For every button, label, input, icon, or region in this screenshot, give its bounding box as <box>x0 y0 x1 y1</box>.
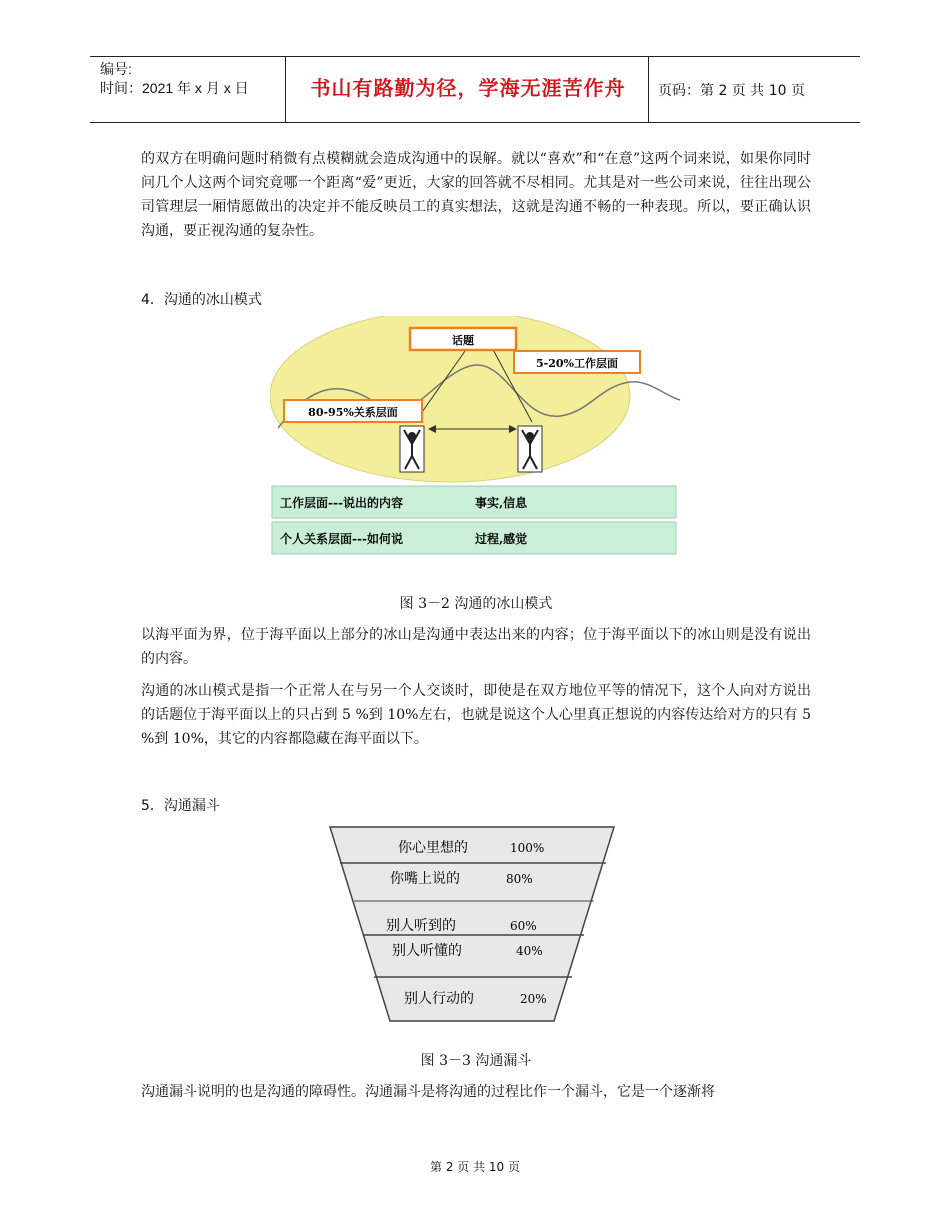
funnel-row-label: 你心里想的 <box>398 840 468 856</box>
section4-title: 4．沟通的冰山模式 <box>141 292 262 308</box>
topic-label: 话题 <box>452 334 474 347</box>
work-level-label: 5-20%工作层面 <box>536 357 618 370</box>
header-time-label: 时间：2021 年 x 月 x 日 <box>100 80 249 96</box>
relation-level-label: 80-95%关系层面 <box>308 406 398 419</box>
funnel-row-value: 80% <box>506 872 533 886</box>
work-level-bar-left: 工作层面---说出的内容 <box>280 496 403 510</box>
work-level-bar-right: 事实,信息 <box>475 496 528 510</box>
funnel-paragraph: 沟通漏斗说明的也是沟通的障碍性。沟通漏斗是将沟通的过程比作一个漏斗，它是一个逐渐将 <box>141 1084 715 1100</box>
figure2-caption: 图 3－2 沟通的冰山模式 <box>399 596 553 612</box>
funnel-figure <box>328 825 618 1025</box>
relation-level-bar-left: 个人关系层面---如何说 <box>280 532 403 546</box>
funnel-row-label: 别人听懂的 <box>392 943 462 959</box>
header-divider-right <box>648 56 649 122</box>
intro-paragraph: 的双方在明确问题时稍微有点模糊就会造成沟通中的误解。就以“喜欢”和“在意”这两个词来说，如果你同时问几个人这两个词究竟哪一个距离“爱”更近，大家的回答就不尽相同。尤其是对一些公司来说，往往出现公司管理层一厢情愿做出的决定并不能反映员工的真实想法，这就是沟通不畅的一种表现。所以，要正确认识沟通，要正视沟通的复杂性。 <box>141 151 811 239</box>
sea-level-paragraph: 以海平面为界，位于海平面以上部分的冰山是沟通中表达出来的内容；位于海平面以下的冰山则是没有说出的内容。 <box>141 627 811 667</box>
funnel-row-value: 20% <box>520 992 547 1006</box>
header-motto: 书山有路勤为径，学海无涯苦作舟 <box>310 76 626 100</box>
funnel-row-label: 你嘴上说的 <box>390 871 460 887</box>
figure3-caption: 图 3－3 沟通漏斗 <box>420 1053 532 1069</box>
relation-level-bar-right: 过程,感觉 <box>475 532 528 546</box>
header-meta <box>100 60 249 98</box>
iceberg-model-paragraph: 沟通的冰山模式是指一个正常人在与另一个人交谈时，即使是在双方地位平等的情况下，这个人向对方说出的话题位于海平面以上的只占到 5 %到 10%左右，也就是说这个人心里真正想说的内容传达给对方的只有 5 %到 10%，其它的内容都隐藏在海平面以下。 <box>141 683 811 747</box>
header-page-info: 页码：第 2 页 共 10 页 <box>658 83 805 99</box>
header-divider-left <box>285 56 286 122</box>
funnel-row-value: 40% <box>516 944 543 958</box>
funnel-row-label: 别人行动的 <box>404 991 474 1007</box>
funnel-row-value: 60% <box>510 919 537 933</box>
header-bottom-border <box>90 122 860 123</box>
header-code-label: 编号: <box>100 61 132 77</box>
funnel-row-label: 别人听到的 <box>386 918 456 934</box>
iceberg-figure <box>270 316 690 561</box>
section5-title: 5．沟通漏斗 <box>141 798 220 814</box>
page-footer: 第 2 页 共 10 页 <box>430 1160 520 1174</box>
person-left-icon <box>400 426 424 472</box>
header-top-border <box>90 56 860 57</box>
person-right-icon <box>518 426 542 472</box>
funnel-row-value: 100% <box>510 841 545 855</box>
